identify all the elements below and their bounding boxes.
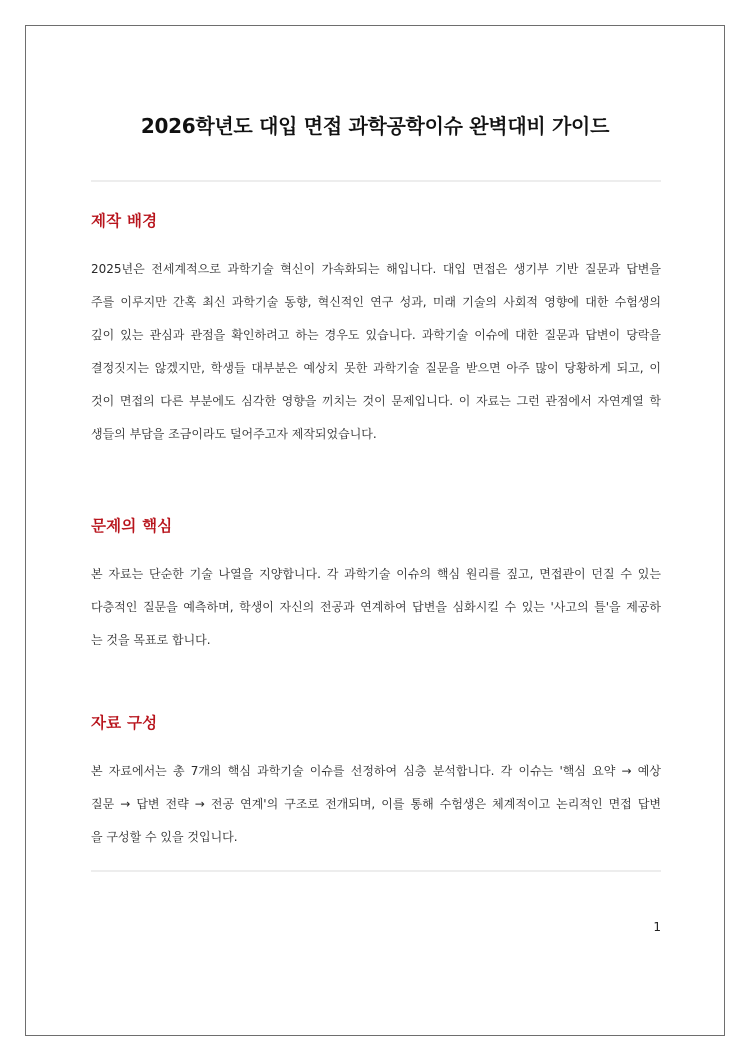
body-line: 본 자료에서는 총 7개의 핵심 과학기술 이슈를 선정하여 심층 분석합니다. 각 이슈는 '핵심 요약 → 예상: [91, 764, 661, 778]
body-line: 것이 면접의 다른 부분에도 심각한 영향을 끼치는 것이 문제입니다. 이 자료는 그런 관점에서 자연계열 학: [91, 394, 661, 408]
body-line: 을 구성할 수 있을 것입니다.: [91, 830, 238, 844]
body-line: 다층적인 질문을 예측하며, 학생이 자신의 전공과 연계하여 답변을 심화시킬 수 있는 '사고의 틀'을 제공하: [91, 600, 661, 614]
section-heading-core-problem: 문제의 핵심: [91, 517, 173, 535]
top-divider: [91, 180, 661, 182]
document-title: 2026학년도 대입 면접 과학공학이슈 완벽대비 가이드: [140, 114, 610, 138]
body-line: 질문 → 답변 전략 → 전공 연계'의 구조로 전개되며, 이를 통해 수험생은 체계적이고 논리적인 면접 답변: [91, 797, 661, 811]
body-line: 2025년은 전세계적으로 과학기술 혁신이 가속화되는 해입니다. 대입 면접은 생기부 기반 질문과 답변을: [91, 262, 661, 276]
section-body-core-problem: [91, 558, 661, 657]
section-heading-background: 제작 배경: [91, 212, 158, 230]
body-line: 주를 이루지만 간혹 최신 과학기술 동향, 혁신적인 연구 성과, 미래 기술의 사회적 영향에 대한 수험생의: [91, 295, 661, 309]
bottom-divider: [91, 870, 661, 872]
body-line: 본 자료는 단순한 기술 나열을 지양합니다. 각 과학기술 이슈의 핵심 원리를 짚고, 면접관이 던질 수 있는: [91, 567, 661, 581]
section-body-composition: [91, 755, 661, 854]
document-page: [25, 25, 725, 1036]
section-body-background: [91, 253, 661, 451]
body-line: 결정짓지는 않겠지만, 학생들 대부분은 예상치 못한 과학기술 질문을 받으면 아주 많이 당황하게 되고, 이: [91, 361, 661, 375]
body-line: 깊이 있는 관심과 관점을 확인하려고 하는 경우도 있습니다. 과학기술 이슈에 대한 질문과 답변이 당락을: [91, 328, 661, 342]
body-line: 는 것을 목표로 합니다.: [91, 633, 211, 647]
page-number: 1: [653, 920, 661, 934]
section-heading-composition: 자료 구성: [91, 714, 158, 732]
body-line: 생들의 부담을 조금이라도 덜어주고자 제작되었습니다.: [91, 427, 377, 441]
